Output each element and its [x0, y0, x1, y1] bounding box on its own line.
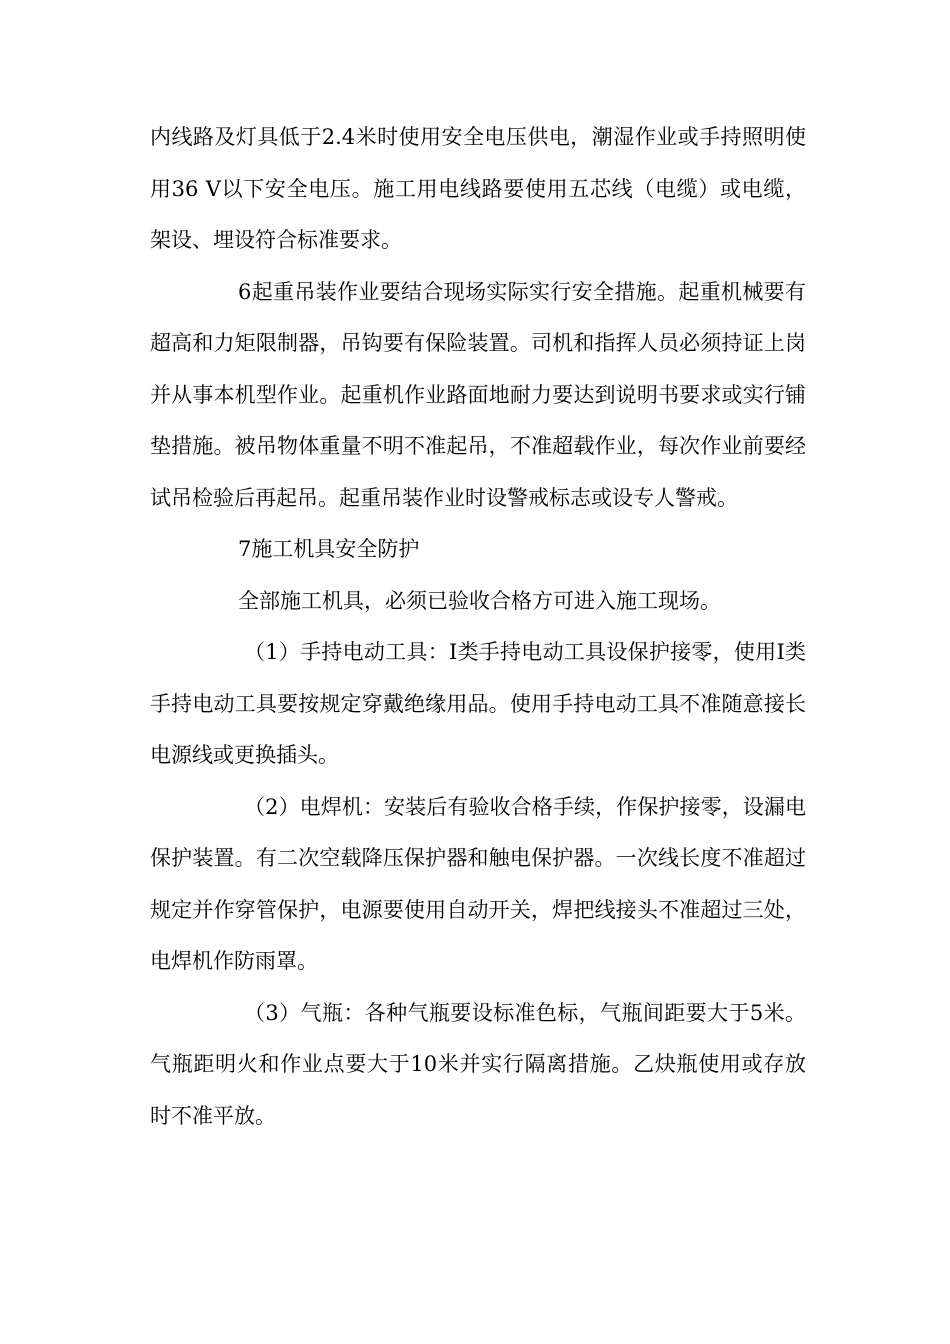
paragraph-welding-machine: （2）电焊机：安装后有验收合格手续，作保护接零，设漏电保护装置。有二次空载降压保护器和触电保护器。一次线长度不准超过规定并作穿管保护，电源要使用自动开关，焊把线接头不准超过三处，电焊机作防雨罩。 — [150, 794, 806, 973]
paragraph-hand-power-tools: （1）手持电动工具：I类手持电动工具设保护接零，使用I类手持电动工具要按规定穿戴绝缘用品。使用手持电动工具不准随意接长电源线或更换插头。 — [150, 640, 806, 767]
paragraph-power-supply: 内线路及灯具低于2.4米时使用安全电压供电，潮湿作业或手持照明使用36 V以下安全电压。施工用电线路要使用五芯线（电缆）或电缆，架设、埋设符合标准要求。 — [150, 125, 806, 252]
document-body — [150, 112, 806, 1142]
paragraph-lifting-operations: 6起重吊装作业要结合现场实际实行安全措施。起重机械要有超高和力矩限制器，吊钩要有保险装置。司机和指挥人员必须持证上岗并从事本机型作业。起重机作业路面地耐力要达到说明书要求或实行铺垫措施。被吊物体重量不明不准起吊，不准超载作业，每次作业前要经试吊检验后再起吊。起重吊装作业时设警戒标志或设专人警戒。 — [150, 279, 806, 510]
paragraph-machinery-acceptance: 全部施工机具，必须已验收合格方可进入施工现场。 — [238, 588, 721, 613]
section-heading-machinery-protection: 7施工机具安全防护 — [238, 537, 420, 561]
paragraph-gas-cylinders: （3）气瓶：各种气瓶要设标准色标，气瓶间距要大于5米。气瓶距明火和作业点要大于10米并实行隔离措施。乙炔瓶使用或存放时不准平放。 — [150, 1000, 806, 1128]
